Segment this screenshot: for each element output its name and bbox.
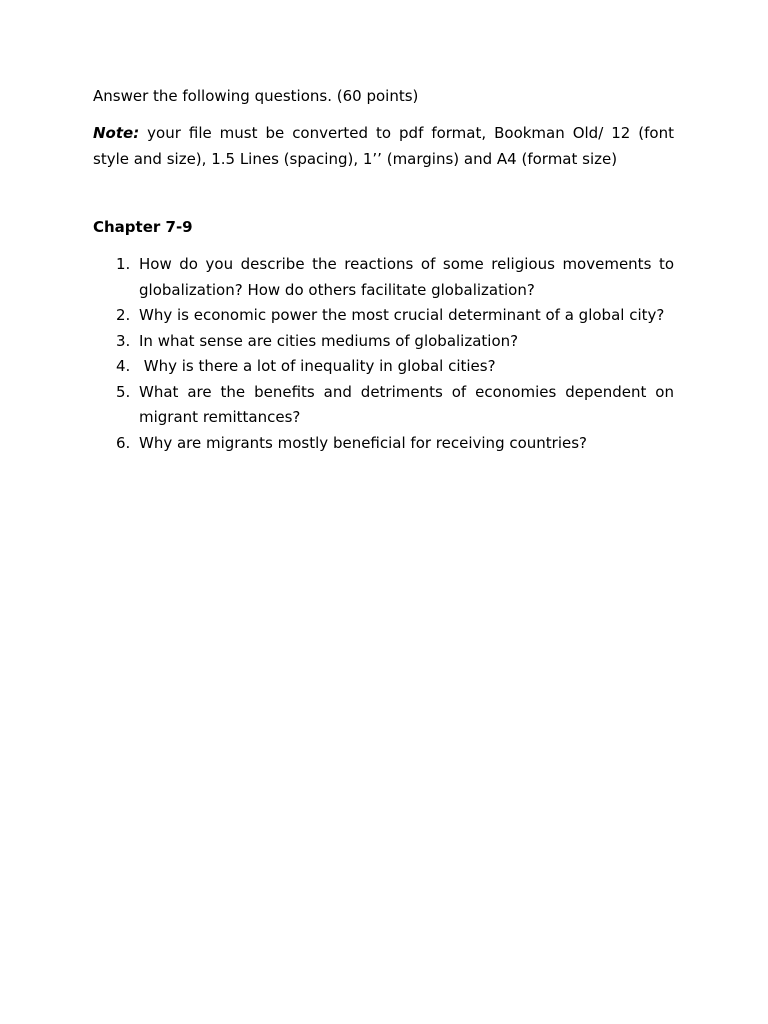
question-item (93, 431, 674, 457)
question-text: What are the benefits and detriments of economies dependent on migrant remittances? (139, 382, 674, 426)
document-page (93, 86, 674, 456)
question-number: 2. (116, 306, 131, 324)
format-note (93, 121, 674, 172)
chapter-heading: Chapter 7-9 (93, 218, 193, 236)
question-text: In what sense are cities mediums of globalization? (139, 331, 519, 350)
question-text: Why is there a lot of inequality in global cities? (139, 357, 496, 375)
question-item (93, 252, 674, 303)
question-number: 1. (116, 255, 131, 273)
question-text: Why are migrants mostly beneficial for receiving countries? (139, 433, 588, 452)
question-number: 3. (116, 331, 131, 350)
note-text: your file must be converted to pdf format, Bookman Old/ 12 (font style and size), 1.5 Lines (spacing), 1’’ (margins) and A4 (format size) (93, 124, 674, 168)
question-item (93, 303, 674, 329)
question-item (93, 354, 674, 380)
question-text: How do you describe the reactions of some religious movements to globalization? How do others facilitate globalization? (139, 255, 674, 299)
question-list (93, 252, 674, 456)
question-number: 6. (116, 433, 131, 452)
question-number: 4. (116, 357, 131, 375)
instructions-line: Answer the following questions. (60 points) (93, 87, 419, 105)
question-number: 5. (116, 382, 131, 401)
question-item (93, 329, 674, 355)
question-text: Why is economic power the most crucial determinant of a global city? (139, 306, 665, 324)
question-item (93, 380, 674, 431)
note-label: Note: (93, 124, 140, 142)
